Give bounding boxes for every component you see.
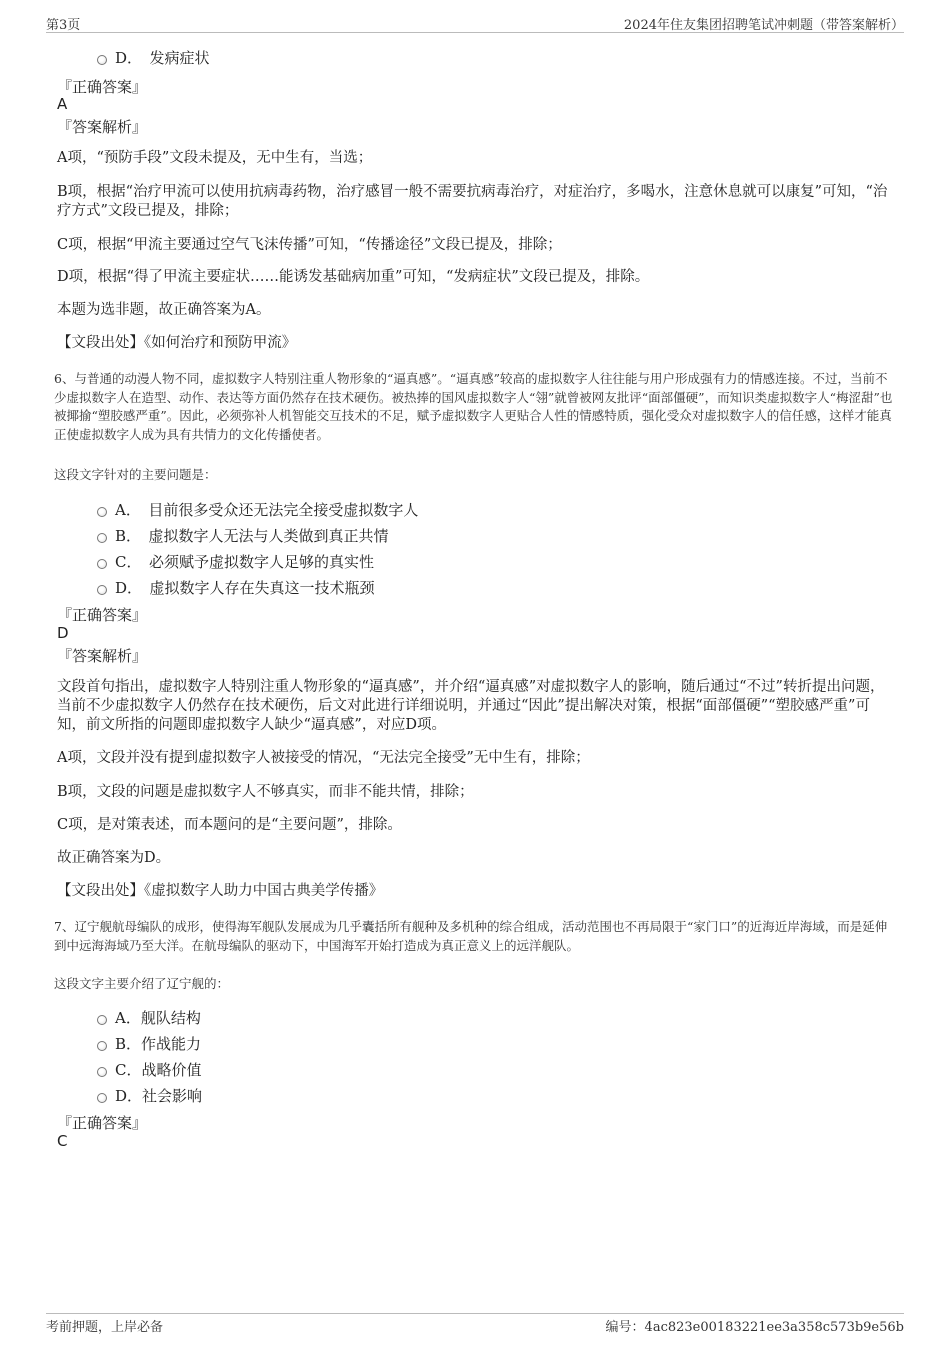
page-number: 第3页: [46, 18, 81, 33]
q7-stem: 7、辽宁舰航母编队的成形，使得海军舰队发展成为几乎囊括所有舰种及多机种的综合组成，活动范围也不再局限于“家门口”的近海近岸海域，而是延伸到中远海海域乃至大洋。在航母编队的驱动下，中国海军开始打造成为真正意义上的远洋舰队。: [54, 919, 888, 953]
option-label: B．作战能力: [115, 1035, 202, 1053]
option-label: A．舰队结构: [115, 1009, 201, 1027]
q6-source: 【文段出处】《虚拟数字人助力中国古典美学传播》: [57, 883, 384, 899]
q6-answer-label: 『正确答案』: [57, 606, 148, 624]
footer-slogan: 考前押题，上岸必备: [46, 1320, 164, 1335]
q6-question: 这段文字针对的主要问题是：: [54, 467, 217, 482]
q6-stem: 6、与普通的动漫人物不同，虚拟数字人特别注重人物形象的“逼真感”。“逼真感”较高的虚拟数字人往往能与用户形成强有力的情感连接。不过，当前不少虚拟数字人在造型、动作、表达等方面仍然存在技术硬伤。被热捧的国风虚拟数字人“翎”就曾被网友批评“面部僵硬”，而知识类虚拟数字人“梅涩甜”也被揶揄“塑胶感严重”。因此，必须弥补人机智能交互技术的不足，赋予虚拟数字人更贴合人性的情感特质，强化受众对虚拟数字人的信任感，这样才能真正使虚拟数字人成为具有共情力的文化传播使者。: [54, 371, 893, 442]
q5-option-d[interactable]: [97, 47, 210, 68]
q7-question: 这段文字主要介绍了辽宁舰的：: [54, 976, 230, 991]
option-label: A． 目前很多受众还无法完全接受虚拟数字人: [115, 501, 419, 519]
q6-answer: D: [57, 624, 69, 642]
radio-icon[interactable]: [97, 1093, 107, 1103]
option-label: D．社会影响: [115, 1087, 203, 1105]
q6-analysis-c: C项，是对策表述，而本题问的是“主要问题”，排除。: [57, 817, 402, 833]
radio-icon[interactable]: [97, 533, 107, 543]
option-label: C．战略价值: [115, 1061, 202, 1079]
radio-icon[interactable]: [97, 1067, 107, 1077]
q6-analysis-a: A项，文段并没有提到虚拟数字人被接受的情况，“无法完全接受”无中生有，排除；: [57, 750, 590, 766]
q5-conclusion: 本题为选非题，故正确答案为A。: [57, 302, 271, 318]
document-code: 编号：4ac823e00183221ee3a358c573b9e56b: [605, 1320, 904, 1335]
q5-analysis-b: B项，根据“治疗甲流可以使用抗病毒药物，治疗感冒一般不需要抗病毒治疗，对症治疗，多喝水，注意休息就可以康复”可知，“治疗方式”文段已提及，排除；: [57, 184, 888, 219]
q7-option-c[interactable]: [97, 1059, 201, 1080]
option-label: D． 发病症状: [115, 49, 210, 67]
page-footer: [46, 1313, 904, 1336]
q6-option-d[interactable]: [97, 577, 375, 598]
q5-analysis-label: 『答案解析』: [57, 118, 148, 136]
option-label: D． 虚拟数字人存在失真这一技术瓶颈: [115, 579, 375, 597]
radio-icon[interactable]: [97, 1015, 107, 1025]
radio-icon[interactable]: [97, 585, 107, 595]
q6-analysis-main: 文段首句指出，虚拟数字人特别注重人物形象的“逼真感”，并介绍“逼真感”对虚拟数字人的影响，随后通过“不过”转折提出问题，当前不少虚拟数字人仍然存在技术硬伤，后文对此进行详细说明，并通过“因此”提出解决对策，根据“面部僵硬”“塑胶感严重”可知，前文所指的问题即虚拟数字人缺少“逼真感”，对应D项。: [57, 679, 885, 733]
q7-option-b[interactable]: [97, 1033, 201, 1054]
q6-option-c[interactable]: [97, 551, 374, 572]
q5-analysis-d: D项，根据“得了甲流主要症状……能诱发基础病加重”可知，“发病症状”文段已提及，排除。: [57, 269, 650, 285]
radio-icon[interactable]: [97, 559, 107, 569]
radio-icon[interactable]: [97, 507, 107, 517]
q7-option-d[interactable]: [97, 1085, 202, 1106]
q5-answer-label: 『正确答案』: [57, 78, 148, 96]
q6-conclusion: 故正确答案为D。: [57, 850, 171, 866]
q5-analysis-a: A项，“预防手段”文段未提及，无中生有，当选；: [57, 150, 373, 166]
q7-answer-label: 『正确答案』: [57, 1114, 148, 1132]
document-title: 2024年住友集团招聘笔试冲刺题（带答案解析）: [623, 18, 904, 33]
q6-option-b[interactable]: [97, 525, 389, 546]
radio-icon[interactable]: [97, 1041, 107, 1051]
option-label: C． 必须赋予虚拟数字人足够的真实性: [115, 553, 374, 571]
q6-option-a[interactable]: [97, 499, 418, 520]
q5-answer: A: [57, 95, 68, 113]
q5-analysis-c: C项，根据“甲流主要通过空气飞沫传播”可知，“传播途径”文段已提及，排除；: [57, 237, 562, 253]
q6-analysis-label: 『答案解析』: [57, 647, 148, 665]
option-label: B． 虚拟数字人无法与人类做到真正共情: [115, 527, 389, 545]
radio-icon[interactable]: [97, 55, 107, 65]
page-header: [46, 14, 904, 33]
q7-option-a[interactable]: [97, 1007, 201, 1028]
q5-source: 【文段出处】《如何治疗和预防甲流》: [57, 335, 297, 351]
q6-analysis-b: B项，文段的问题是虚拟数字人不够真实，而非不能共情，排除；: [57, 784, 474, 800]
q7-answer: C: [57, 1132, 68, 1150]
